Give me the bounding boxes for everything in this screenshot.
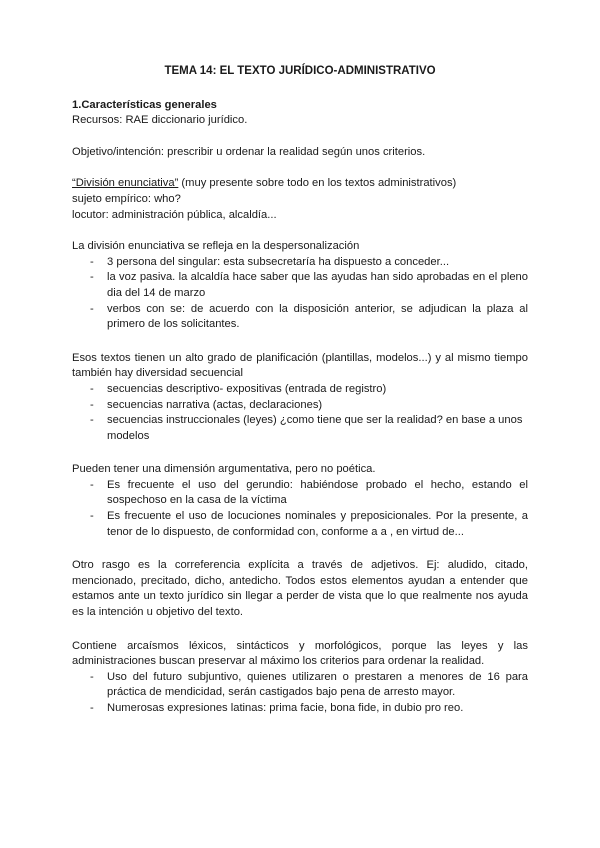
planificacion-list — [72, 382, 528, 444]
list-item — [72, 413, 528, 444]
list-item — [72, 270, 528, 301]
section-heading: 1.Características generales — [72, 98, 217, 111]
argumentativa-list — [72, 478, 528, 540]
division-term: “División enunciativa” — [72, 177, 179, 190]
list-item — [72, 701, 528, 717]
correferencia-paragraph: Otro rasgo es la correferencia explícita a través de adjetivos. Ej: aludido, citado, mencionado, precitado, dicho, antedicho. Todos estos elementos ayudan a entender que estamos ante un texto jurídico sin llegar a perder de vista que lo que realmente nos ayuda es la intención u objetivo del texto. — [72, 559, 528, 619]
list-item-text: - Es frecuente el uso del gerundio: habiéndose probado el hecho, estando el sospechoso en la casa de la víctima — [107, 478, 528, 507]
document-page — [72, 64, 528, 717]
list-item — [72, 670, 528, 701]
division-term-rest: (muy presente sobre todo en los textos administrativos) — [178, 177, 457, 190]
list-item-text: - secuencias descriptivo- expositivas (entrada de registro) — [107, 382, 387, 395]
list-item — [72, 398, 528, 414]
division-line — [72, 176, 528, 192]
despersonalizacion-list — [72, 255, 528, 333]
arcaismos-list — [72, 670, 528, 717]
objetivo-line: Objetivo/intención: prescribir u ordenar la realidad según unos criterios. — [72, 145, 426, 158]
planificacion-intro: Esos textos tienen un alto grado de planificación (plantillas, modelos...) y al mismo tiempo también hay diversidad secuencial — [72, 351, 528, 380]
sujeto-line: sujeto empírico: who? — [72, 192, 181, 205]
list-item — [72, 255, 528, 271]
arcaismos-intro: Contiene arcaísmos léxicos, sintácticos y morfológicos, porque las leyes y las administraciones buscan preservar al máximo los criterios para ordenar la realidad. — [72, 639, 528, 668]
list-item-text: - secuencias instruccionales (leyes) ¿como tiene que ser la realidad? en base a unos modelos — [107, 414, 523, 442]
list-item — [72, 302, 528, 333]
list-item-text: - Es frecuente el uso de locuciones nominales y preposicionales. Por la presente, a tenor de lo dispuesto, de conformidad con, conforme a a , en virtud de... — [107, 510, 528, 538]
list-item-text: - verbos con se: de acuerdo con la disposición anterior, se adjudican la plaza al primero de los solicitantes. — [107, 302, 528, 331]
despersonalizacion-intro: La división enunciativa se refleja en la despersonalización — [72, 240, 360, 253]
list-item-text: - Uso del futuro subjuntivo, quienes utilizaren o prestaren a menores de 16 para práctica de mendicidad, serán castigados bajo pena de arresto mayor. — [107, 670, 528, 699]
list-item — [72, 382, 528, 398]
list-item-text: - 3 persona del singular: esta subsecretaría ha dispuesto a conceder... — [107, 255, 450, 268]
recursos-line: Recursos: RAE diccionario jurídico. — [72, 114, 248, 127]
list-item-text: - la voz pasiva. la alcaldía hace saber que las ayudas han sido aprobadas en el pleno dia del 14 de marzo — [107, 271, 528, 299]
page-title: TEMA 14: EL TEXTO JURÍDICO-ADMINISTRATIVO — [164, 65, 436, 77]
argumentativa-intro: Pueden tener una dimensión argumentativa, pero no poética. — [72, 463, 376, 476]
list-item-text: - Numerosas expresiones latinas: prima facie, bona fide, in dubio pro reo. — [107, 702, 464, 714]
list-item — [72, 509, 528, 540]
list-item-text: - secuencias narrativa (actas, declaraciones) — [107, 398, 323, 411]
locutor-line: locutor: administración pública, alcaldía... — [72, 208, 277, 221]
list-item — [72, 478, 528, 509]
